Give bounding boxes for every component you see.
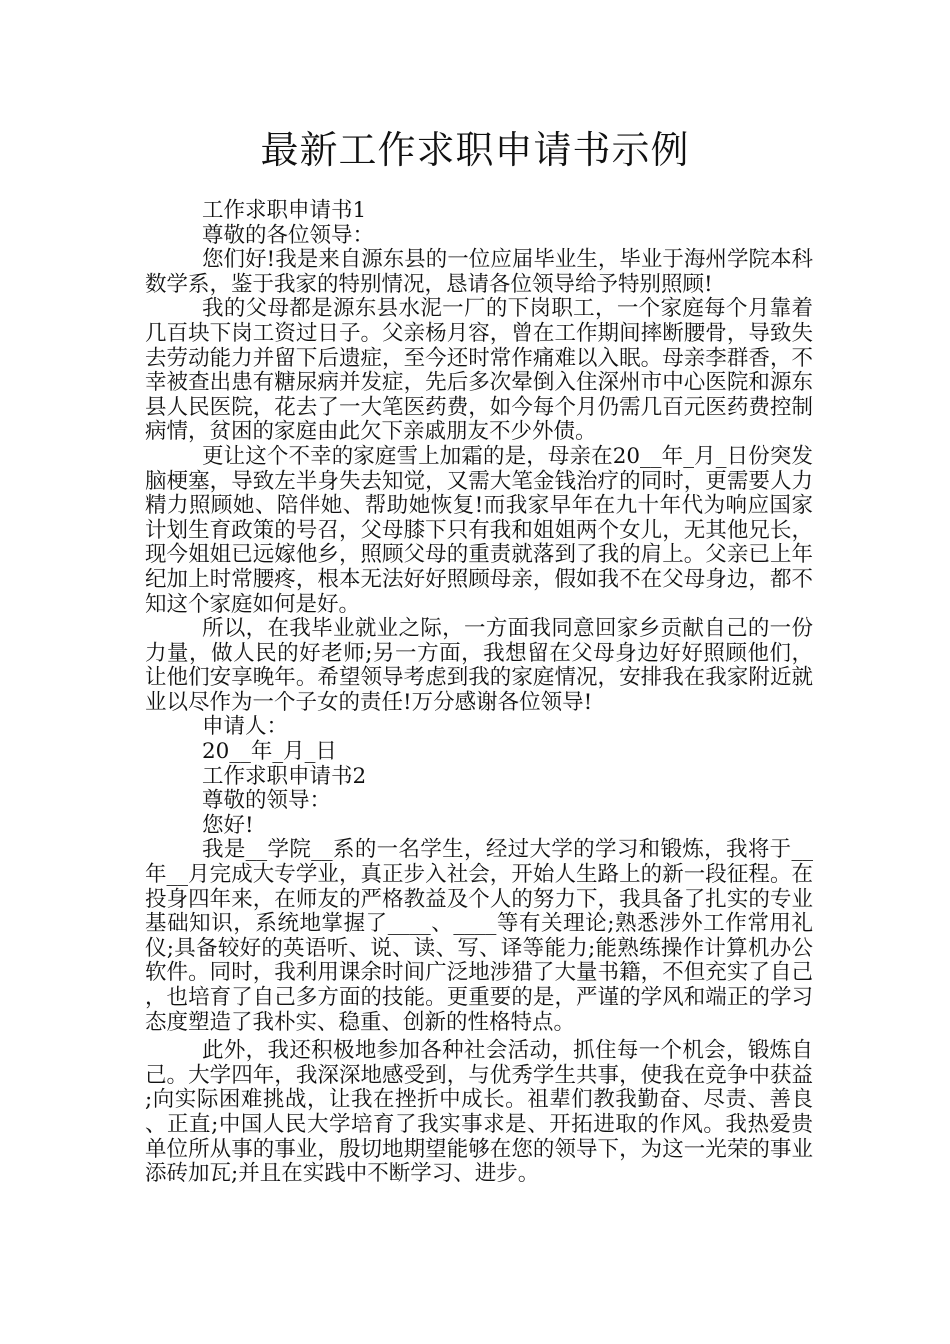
paragraph: 我的父母都是源东县水泥一厂的下岗职工，一个家庭每个月靠着几百块下岗工资过日子。父亲杨月容，曾在工作期间摔断腰骨，导致失去劳动能力并留下后遗症，至今还时常作痛难以入眠。母亲李群香，不幸被查出患有糖尿病并发症，先后多次晕倒入住深州市中心医院和源东县人民医院，花去了一大笔医药费，如今每个月仍需几百元医药费控制病情，贫困的家庭由此欠下亲戚朋友不少外债。 bbox=[145, 296, 813, 445]
paragraph: 更让这个不幸的家庭雪上加霜的是，母亲在20__年_月_日份突发脑梗塞，导致左半身失去知觉，又需大笔金钱治疗的同时，更需要人力精力照顾她、陪伴她、帮助她恢复!而我家早年在九十年代为响应国家计划生育政策的号召，父母膝下只有我和姐姐两个女儿，无其他兄长，现今姐姐已远嫁他乡，照顾父母的重责就落到了我的肩上。父亲已上年纪加上时常腰疼，根本无法好好照顾母亲，假如我不在父母身边，都不知这个家庭如何是好。 bbox=[145, 443, 813, 617]
section-heading-1: 工作求职申请书1 bbox=[202, 198, 367, 223]
paragraph: 我是__学院__系的一名学生，经过大学的学习和锻炼，我将于__年__月完成大专学业，真正步入社会，开始人生路上的新一段征程。在投身四年来，在师友的严格教益及个人的努力下，我具备了扎实的专业基础知识，系统地掌握了____、____等有关理论;熟悉涉外工作常用礼仪;具备较好的英语听、说、读、写、译等能力;能熟练操作计算机办公软件。同时，我利用课余时间广泛地涉猎了大量书籍，不但充实了自己，也培育了自己多方面的技能。更重要的是，严谨的学风和端正的学习态度塑造了我朴实、稳重、创新的性格特点。 bbox=[145, 837, 813, 1035]
document-body bbox=[145, 199, 813, 1187]
signature-label: 申请人： bbox=[202, 714, 289, 740]
paragraph: 所以，在我毕业就业之际，一方面我同意回家乡贡献自己的一份力量，做人民的好老师;另一方面，我想留在父母身边好好照顾他们，让他们安享晚年。希望领导考虑到我的家庭情况，安排我在我家附近就业以尽作为一个子女的责任!万分感谢各位领导! bbox=[145, 616, 813, 715]
salutation-2: 尊敬的领导： bbox=[202, 788, 332, 814]
date-line: 20__年_月_日 bbox=[202, 739, 337, 765]
salutation-1: 尊敬的各位领导： bbox=[202, 222, 375, 248]
greeting: 您好! bbox=[202, 812, 254, 838]
document-title: 最新工作求职申请书示例 bbox=[260, 128, 690, 172]
paragraph: 您们好!我是来自源东县的一位应届毕业生，毕业于海州学院本科数学系，鉴于我家的特别情况，恳请各位领导给予特别照顾! bbox=[145, 247, 813, 297]
section-heading-2: 工作求职申请书2 bbox=[202, 763, 367, 789]
paragraph: 此外，我还积极地参加各种社会活动，抓住每一个机会，锻炼自己。大学四年，我深深地感受到，与优秀学生共事，使我在竞争中获益;向实际困难挑战，让我在挫折中成长。祖辈们教我勤奋、尽责、善良、正直;中国人民大学培育了我实事求是、开拓进取的作风。我热爱贵单位所从事的事业，殷切地期望能够在您的领导下，为这一光荣的事业添砖加瓦;并且在实践中不断学习、进步。 bbox=[145, 1038, 813, 1187]
